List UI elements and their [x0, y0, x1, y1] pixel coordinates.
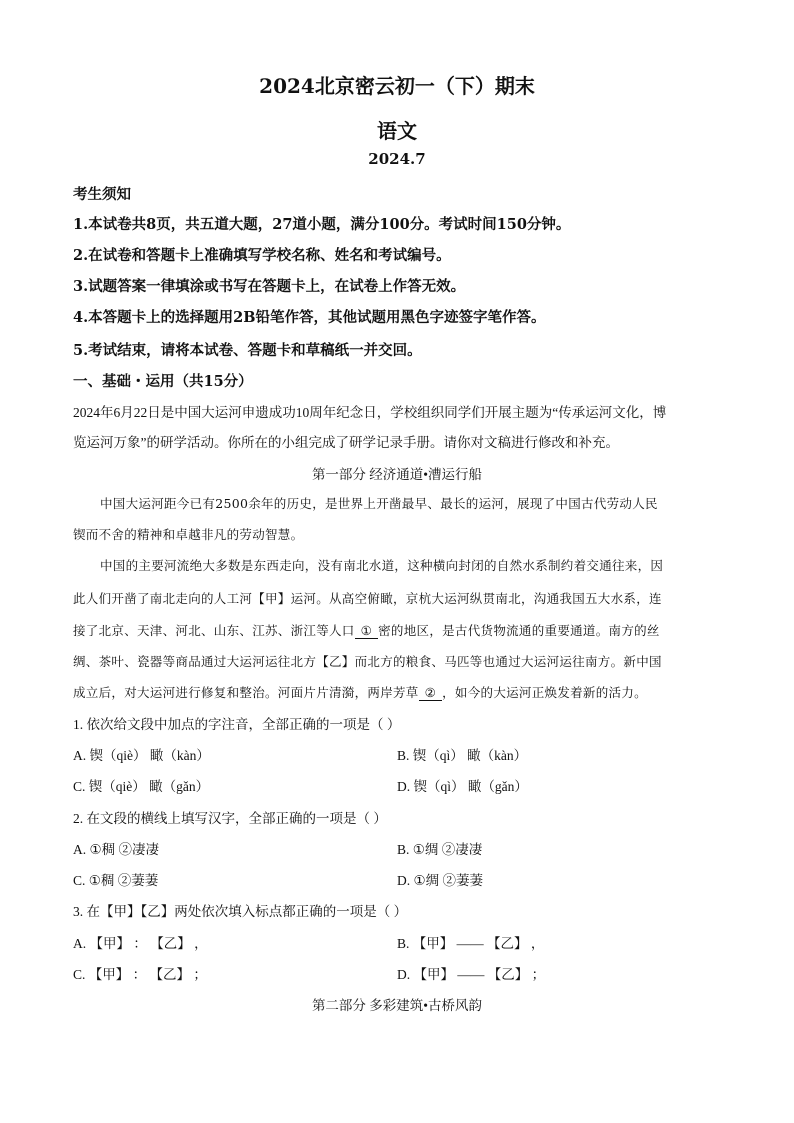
question-2-option-c: C. ①稠 ②萋萋: [73, 873, 159, 888]
line3-text-a: 接了北京、天津、河北、山东、江苏、浙江等人口: [73, 623, 355, 638]
part1-paragraph2-line4: 绸、茶叶、瓷器等商品通过大运河运往北方【乙】而北方的粮食、马匹等也通过大运河运往南方。新中国: [73, 654, 662, 669]
notice-heading: 考生须知: [73, 186, 131, 203]
question-1-stem: 1. 依次给文段中加点的字注音，全部正确的一项是（ ）: [73, 717, 401, 732]
part1-paragraph2-line1: 中国的主要河流绝大多数是东西走向，没有南北水道，这种横向封闭的自然水系制约着交通往来，因: [100, 558, 664, 573]
exam-date: 2024.7: [368, 150, 426, 168]
line5-text-a: 成立后，对大运河进行修复和整治。河面片片清漪，两岸芳草: [73, 685, 419, 700]
part1-paragraph1-line1: 中国大运河距今已有2500余年的历史，是世界上开凿最早、最长的运河，展现了中国古代劳动人民: [100, 496, 658, 511]
part1-paragraph2-line2: 此人们开凿了南北走向的人工河【甲】运河。从高空俯瞰，京杭大运河纵贯南北，沟通我国五大水系，连: [73, 591, 662, 606]
part2-heading: 第二部分 多彩建筑•古桥风韵: [311, 998, 483, 1013]
question-2-option-a: A. ①稠 ②凄凄: [73, 842, 159, 857]
fill-blank-1: ①: [355, 623, 379, 639]
question-2-option-d: D. ①绸 ②萋萋: [397, 873, 483, 888]
question-3-option-d: D. 【甲】 —— 【乙】 ；: [397, 967, 546, 982]
part1-paragraph1-line2: 锲而不舍的精神和卓越非凡的劳动智慧。: [73, 527, 304, 542]
question-3-stem: 3. 在【甲】【乙】两处依次填入标点都正确的一项是（ ）: [73, 904, 408, 919]
notice-item-3: 3.试题答案一律填涂或书写在答题卡上，在试卷上作答无效。: [73, 278, 466, 295]
question-3-option-c: C. 【甲】 ： 【乙】 ；: [73, 967, 207, 982]
section1-intro-line1: 2024年6月22日是中国大运河申遗成功10周年纪念日，学校组织同学们开展主题为“传承运河文化，博: [73, 405, 667, 420]
exam-subject: 语文: [377, 119, 417, 143]
notice-item-4: 4.本答题卡上的选择题用2B铅笔作答，其他试题用黑色字迹签字笔作答。: [73, 309, 546, 326]
question-1-option-b: B. 锲（qì） 瞰（kàn）: [397, 748, 528, 763]
exam-title: 2024北京密云初一（下）期末: [259, 74, 535, 98]
question-3-option-b: B. 【甲】 —— 【乙】 ，: [397, 936, 545, 951]
line5-text-b: ，如今的大运河正焕发着新的活力。: [442, 685, 647, 700]
notice-item-2: 2.在试卷和答题卡上准确填写学校名称、姓名和考试编号。: [73, 247, 451, 264]
question-1-option-c: C. 锲（qiè） 瞰（gǎn）: [73, 779, 210, 794]
part1-heading: 第一部分 经济通道•漕运行船: [311, 467, 483, 482]
section1-heading: 一、基础・运用（共15分）: [73, 373, 253, 390]
notice-item-1: 1.本试卷共8页，共五道大题，27道小题，满分100分。考试时间150分钟。: [73, 216, 571, 233]
line3-text-b: 密的地区，是古代货物流通的重要通道。南方的丝: [378, 623, 660, 638]
notice-item-5: 5.考试结束，请将本试卷、答题卡和草稿纸一并交回。: [73, 342, 422, 359]
question-3-option-a: A. 【甲】 ： 【乙】 ，: [73, 936, 208, 951]
section1-intro-line2: 览运河万象”的研学活动。你所在的小组完成了研学记录手册。请你对文稿进行修改和补充。: [73, 435, 619, 450]
question-1-option-a: A. 锲（qiè） 瞰（kàn）: [73, 748, 210, 763]
part1-paragraph2-line5: [73, 683, 647, 701]
question-2-option-b: B. ①绸 ②凄凄: [397, 842, 483, 857]
question-2-stem: 2. 在文段的横线上填写汉字，全部正确的一项是（ ）: [73, 811, 387, 826]
fill-blank-2: ②: [419, 685, 443, 701]
question-1-option-d: D. 锲（qì） 瞰（gǎn）: [397, 779, 528, 794]
part1-paragraph2-line3: [73, 621, 660, 639]
